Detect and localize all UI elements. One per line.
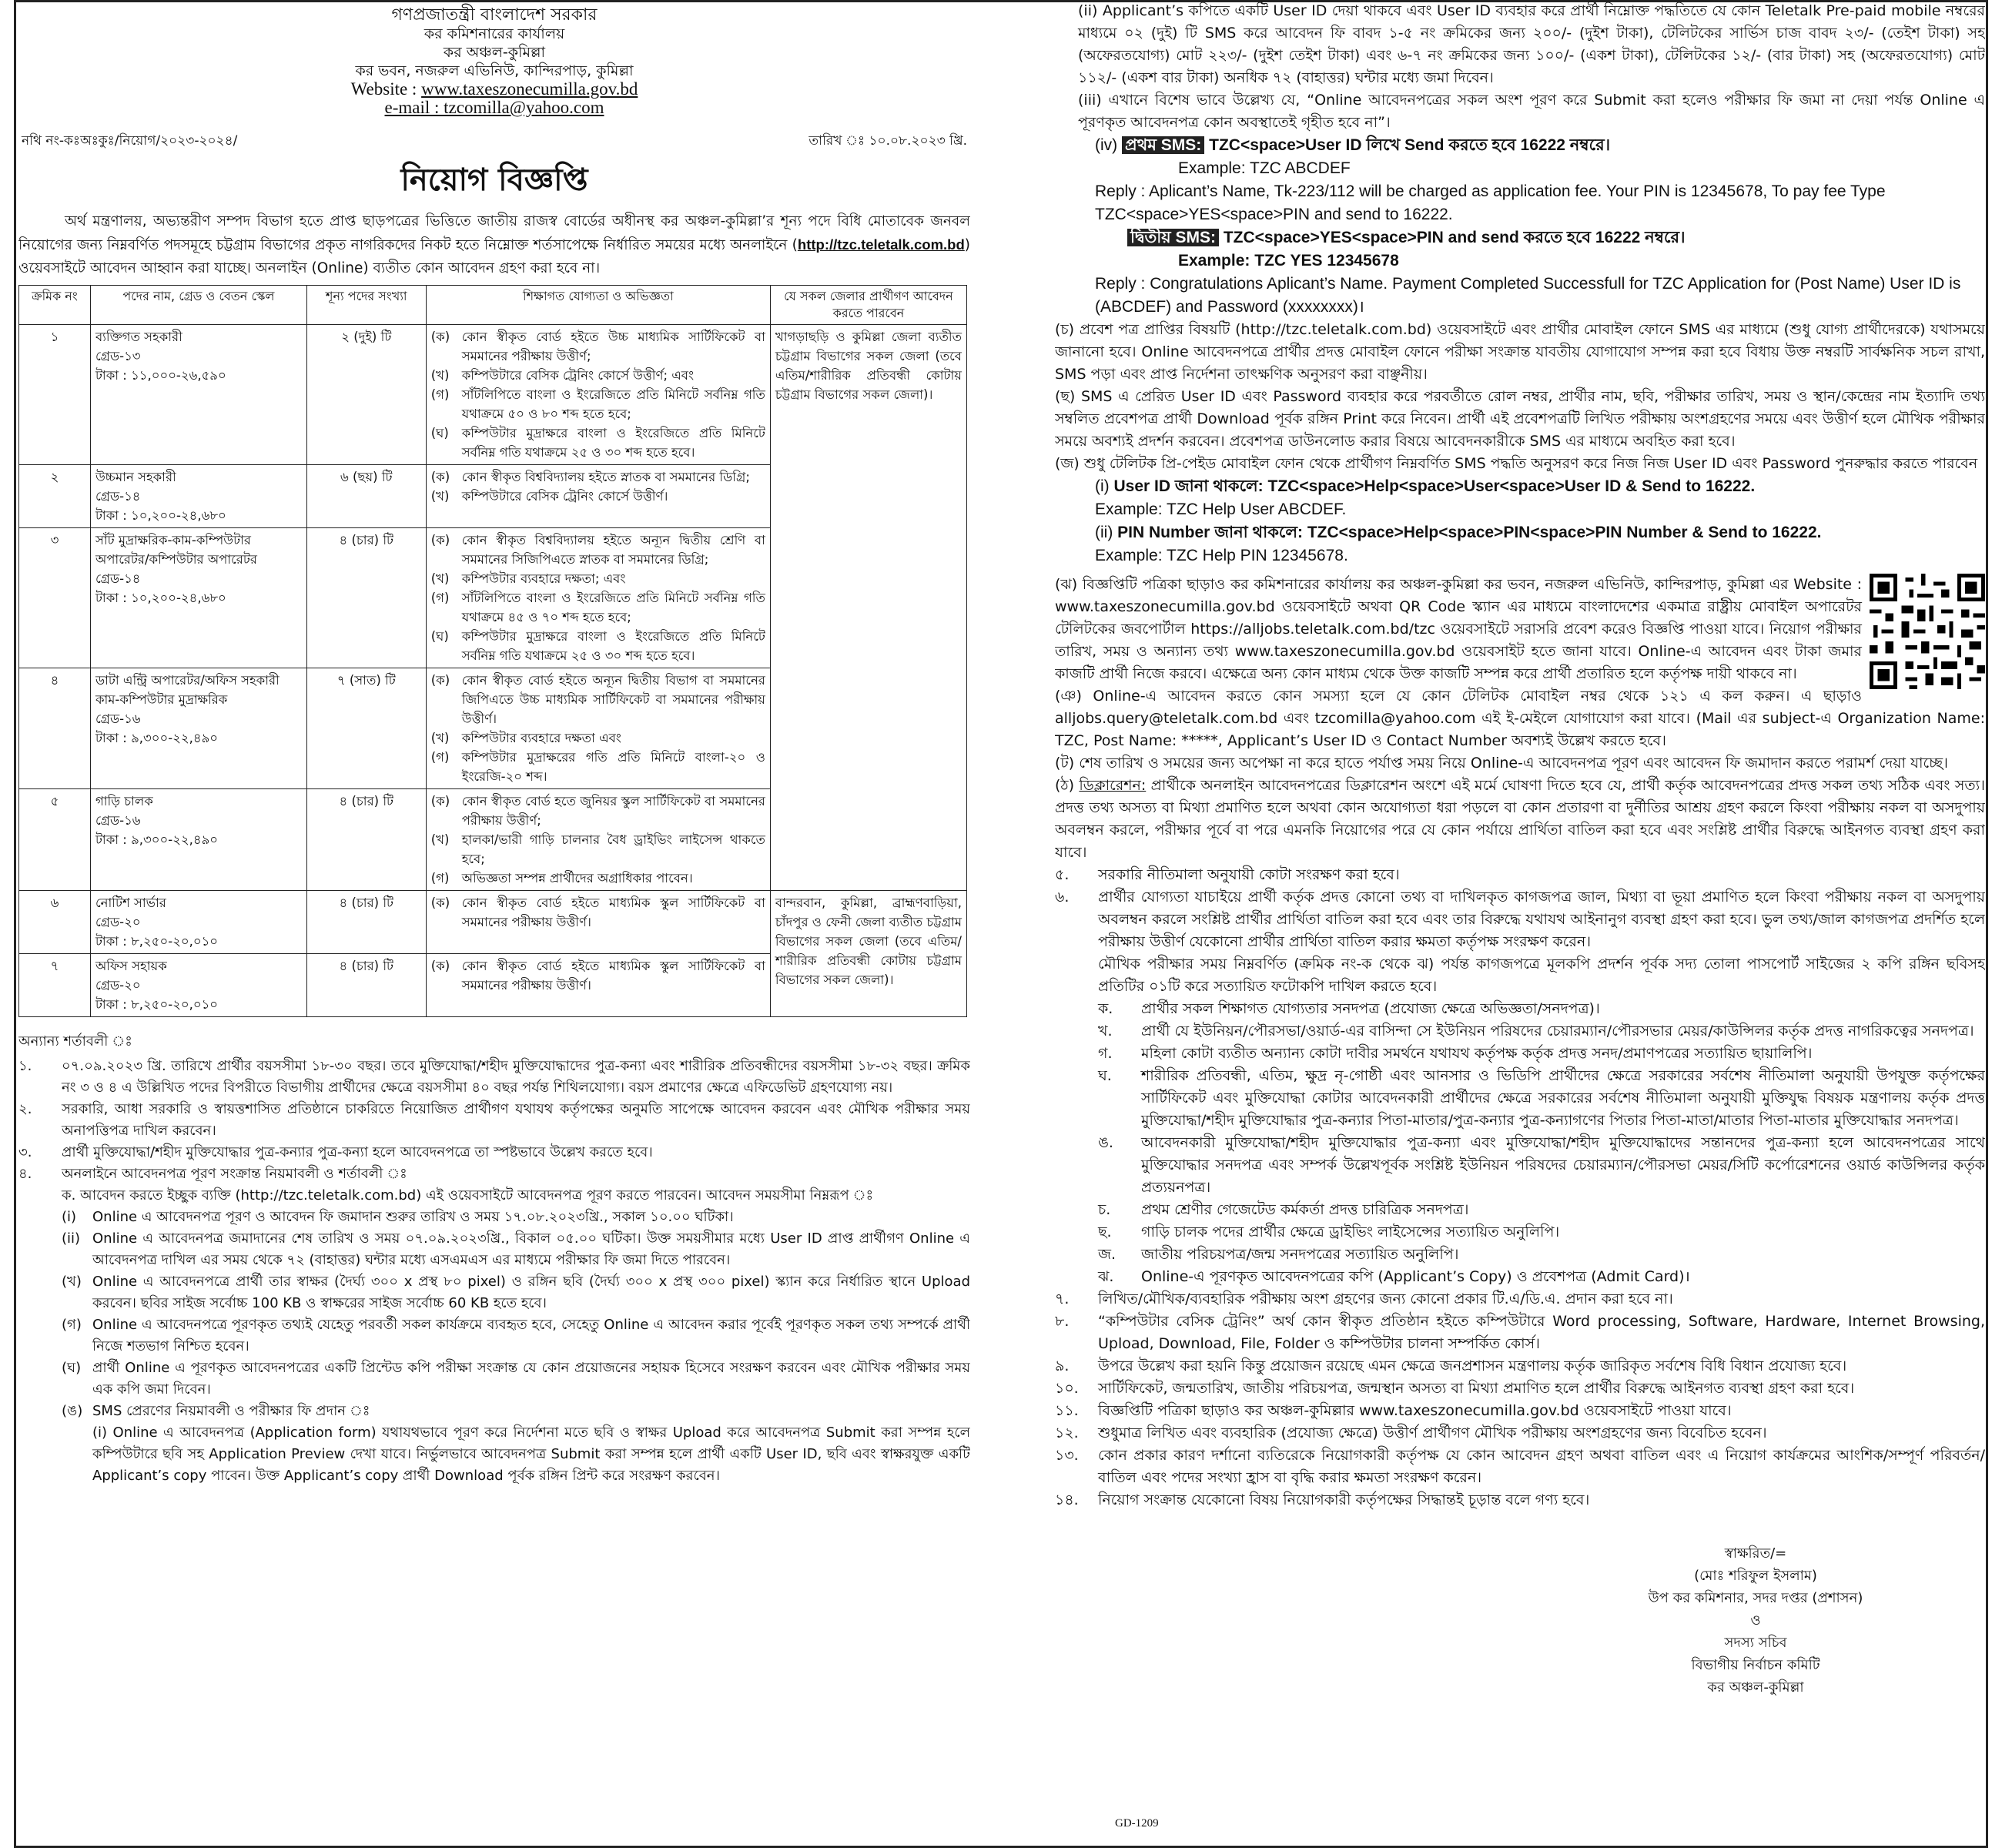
condition-4: ৪. অনলাইনে আবেদনপত্র পূরণ সংক্রান্ত নিয়মাবলী ও শর্তাবলী ঃ — [18, 1163, 970, 1185]
condition-2: ২. সরকারি, আধা সরকারি ও স্বায়ত্তশাসিত প্রতিষ্ঠানে চাকরিতে নিয়োজিত প্রার্থীগণ যথাযথ কর্তৃপক্ষের অনুমতি সাপেক্ষে আবেদন করবেন এবং মৌখিক পরীক্ষার সময় অনাপত্তিপত্র দাখিল করবেন। — [18, 1099, 970, 1142]
tail-text: নিয়োগ সংক্রান্ত যেকোনো বিষয় নিয়োগকারী কর্তৃপক্ষের সিদ্ধান্তই চূড়ান্ত বলে গণ্য হবে। — [1098, 1491, 1590, 1508]
qualification-cell — [426, 789, 770, 891]
post-name: উচ্চমান সহকারী — [95, 470, 176, 484]
signatory-name: (মোঃ শরিফুল ইসলাম) — [1694, 1568, 1817, 1584]
serial-cell: ৭ — [19, 954, 91, 1017]
qualification-text: কম্পিউটার মুদ্রাক্ষরের গতি প্রতি মিনিটে বাংলা-২০ ও ইংরেজি-২০ শব্দ। — [461, 750, 765, 784]
qualification-item — [431, 956, 765, 995]
post-cell — [90, 325, 306, 465]
qualification-key: (ক) — [430, 470, 450, 484]
condition-4-umo: (ঙ) SMS প্রেরণের নিয়মাবলী ও পরীক্ষার ফি প্রদান ঃ — [18, 1401, 970, 1422]
second-sms-reply: Reply : Congratulations Aplicant’s Name. Payment Completed Successfull for TZC Application for (Post Name) User ID is (ABCDEF) and Password (xxxxxxxx)। — [1095, 275, 1961, 316]
website-label: Website : — [350, 79, 422, 99]
document-key: ক. — [1098, 1000, 1113, 1017]
zone-name: কর অঞ্চল-কুমিল্লা — [443, 44, 546, 61]
qualification-cell — [426, 891, 770, 954]
qualification-item — [431, 569, 765, 588]
committee-name: বিভাগীয় নির্বাচন কমিটি — [1691, 1657, 1820, 1673]
table-row — [19, 325, 967, 465]
document-item — [1055, 1065, 1985, 1132]
post-cell — [90, 528, 306, 668]
post-cell — [90, 465, 306, 528]
qualification-key: (খ) — [430, 571, 450, 586]
para-jha-text: (ঝ) বিজ্ঞপ্তিটি পত্রিকা ছাড়াও কর কমিশনারের কার্যালয় কর অঞ্চল-কুমিল্লা কর ভবন, নজরুল এভিনিউ, কান্দিরপাড়, কুমিল্লা এর Website : www.taxeszonecumilla.gov.bd ওয়েবসাইটে অথবা QR Code স্ক্যান এর মাধ্যমে বাংলাদেশের একমাত্র রাষ্ট্রীয় মোবাইল অপারেটর টেলিটকের জবপোর্টাল https://alljobs.teletalk.com.bd/tzc ওয়েবসাইটে সরাসরি প্রবেশ করেও বিজ্ঞপ্তি পাওয়া যাবে। নিয়োগ পরীক্ষার তারিখ, সময় ও অন্যান্য তথ্য www.taxeszonecumilla.gov.bd ওয়েবসাইট হতে জানা যাবে। Online-এ আবেদন এবং টাকা জমার কাজটি প্রার্থী নিজে করবে। এক্ষেত্রে অন্য কোন মাধ্যম থেকে উক্ত কাজটি সম্পন্ন করে প্রার্থী প্রতারিত হলে কর্তৃপক্ষ দায়ী থাকবে না। — [1055, 576, 1862, 682]
document-text: প্রথম শ্রেণীর গেজেটেড কর্মকর্তা প্রদত্ত চারিত্রিক সনদপত্র। — [1141, 1201, 1469, 1218]
column-header: যে সকল জেলার প্রার্থীগণ আবেদন করতে পারবেন — [770, 286, 966, 325]
condition-4-gha: (ঘ) প্রার্থী Online এ পূরণকৃত আবেদনপত্রের একটি প্রিন্টেড কপি পরীক্ষা সংক্রান্ত যে কোন প্রয়োজনের সহায়ক হিসেবে সংরক্ষণ করবেন এবং মৌখিক পরীক্ষার সময় এক কপি জমা দিবেন। — [18, 1358, 970, 1401]
qualification-key: (ক) — [430, 794, 450, 808]
pay-scale: টাকা : ৮,২৫০-২০,০১০ — [95, 934, 219, 949]
serial-cell: ৫ — [19, 789, 91, 891]
sms-number: (iv) — [1095, 136, 1118, 154]
document-text: শারীরিক প্রতিবন্ধী, এতিম, ক্ষুদ্র নৃ-গোষ্ঠী এবং আনসার ও ভিডিপি প্রার্থীদের ক্ষেত্রে সরকারের সর্বশেষ নীতিমালা অনুযায়ী উপযুক্ত কর্তৃপক্ষের সার্টিফিকেট এবং মুক্তিযোদ্ধা কোটার আবেদনকারী প্রার্থীদের ক্ষেত্রে সরকারের সর্বশেষ নীতিমালা অনুযায়ী মুক্তিযুদ্ধ বিষয়ক মন্ত্রণালয় কর্তৃক প্রদত্ত মুক্তিযোদ্ধা/শহীদ মুক্তিযোদ্ধার পুত্র-কন্যার পিতা-মাতার/পুত্র-কন্যার পুত্র-কন্যাগণের পিতার পিতা-মাতা/মাতার পিতা-মাতার মুক্তিযোদ্ধার সনদপত্র। — [1141, 1067, 1985, 1129]
vacancy-count: ৭ (সাত) টি — [306, 668, 426, 789]
condition-4-ii: (ii) Online এ আবেদনপত্র জমাদানের শেষ তারিখ ও সময় ০৭.০৯.২০২৩খ্রি., বিকাল ০৫.০০ ঘটিকা। উক্ত সময়সীমার মধ্যে User ID প্রাপ্ত প্রার্থীগণ Online এ আবেদনপত্র দাখিল এর সময় থেকে ৭২ (বাহাত্তর) ঘন্টার মধ্যে এসএমএস এর মাধ্যমে পরীক্ষার ফি জমা দিতে পারবেন। — [18, 1228, 970, 1271]
tail-item — [1055, 1378, 1985, 1400]
tail-text: কোন প্রকার কারণ দর্শানো ব্যতিরেকে নিয়োগকারী কর্তৃপক্ষ যে কোন আবেদন গ্রহণ অথবা বাতিল এবং এ নিয়োগ কার্যক্রমের আংশিক/সম্পূর্ণ পরিবর্তন/বাতিল এবং পদের সংখ্যা হ্রাস বা বৃদ্ধি করার ক্ষমতা সংরক্ষণ করেন। — [1098, 1447, 1985, 1486]
condition-4-ga: (গ) Online এ আবেদনপত্রে পূরণকৃত তথ্যই যেহেতু পরবর্তী সকল কার্যক্রমে ব্যবহৃত হবে, সেহেতু Online এ আবেদন করার পূর্বেই পূরণকৃত সকল তথ্য সম্পর্কে প্রার্থী নিজে শতভাগ নিশ্চিত হবেন। — [18, 1314, 970, 1358]
condition-text: ০৭.০৯.২০২৩ খ্রি. তারিখে প্রার্থীর বয়সসীমা ১৮-৩০ বছর। তবে মুক্তিযোদ্ধা/শহীদ মুক্তিযোদ্ধাদের পুত্র-কন্যা এবং শারীরিক প্রতিবন্ধীদের বয়সসীমা ১৮-৩২ বছর। ক্রমিক নং ৩ ও ৪ এ উল্লিখিত পদের বিপরীতে বিভাগীয় প্রার্থীদের ক্ষেত্রে বয়সসীমা ৪০ বছর পর্যন্ত শিথিলযোগ্য। বয়স প্রমাণের ক্ষেত্রে এফিডেভিট গ্রহণযোগ্য নয়। — [62, 1058, 970, 1096]
condition-4-i: (i) Online এ আবেদনপত্র পূরণ ও আবেদন ফি জমাদান শুরুর তারিখ ও সময় ১৭.০৮.২০২৩খ্রি., সকাল ১০.০০ ঘটিকা। — [18, 1207, 970, 1228]
qualification-text: কম্পিউটার মুদ্রাক্ষরে বাংলা ও ইংরেজিতে প্রতি মিনিটে সর্বনিম্ন গতি যথাক্রমে ২৫ ও ৩০ শব্দ হতে হবে। — [461, 426, 765, 460]
tail-text: বিজ্ঞপ্তিটি পত্রিকা ছাড়াও কর অঞ্চল-কুমিল্লার www.taxeszonecumilla.gov.bd ওয়েবসাইটে পাওয়া যাবে। — [1098, 1402, 1732, 1419]
post-grade: গ্রেড-২০ — [95, 978, 141, 993]
table-row — [19, 891, 967, 954]
qualification-text: কোন স্বীকৃত বোর্ড হইতে মাধ্যমিক স্কুল সার্টিফিকেট বা সমমানের পরীক্ষায় উত্তীর্ণ। — [461, 959, 765, 993]
table-body — [19, 325, 967, 1017]
document-key: ঝ. — [1098, 1268, 1114, 1285]
post-name: ব্যক্তিগত সহকারী — [95, 330, 182, 344]
condition-text: ক. আবেদন করতে ইচ্ছুক ব্যক্তি (http://tzc.teletalk.com.bd) এই ওয়েবসাইটে আবেদনপত্র পূরণ করতে পারবেন। আবেদন সময়সীমা নিম্নরূপ ঃ — [62, 1187, 874, 1204]
tail-key: ৯. — [1055, 1358, 1070, 1374]
tail-item — [1055, 1311, 1985, 1355]
condition-text: প্রার্থী মুক্তিযোদ্ধা/শহীদ মুক্তিযোদ্ধার পুত্র-কন্যার পুত্র-কন্যা হলে আবেদনপত্রে তা স্পষ্টভাবে উল্লেখ করতে হবে। — [62, 1144, 653, 1160]
qualification-text: কোন স্বীকৃত বোর্ড হইতে উচ্চ মাধ্যমিক সার্টিফিকেট বা সমমানের পরীক্ষায় উত্তীর্ণ; — [461, 330, 765, 363]
declaration-label: ডিক্লারেশন: — [1079, 777, 1147, 794]
recover-label: PIN Number জানা থাকলে: — [1117, 524, 1303, 541]
qualification-text: অভিজ্ঞতা সম্পন্ন প্রার্থীদের অগ্রাধিকার পাবেন। — [461, 871, 693, 886]
para-tha: (ঠ) ডিক্লারেশন: প্রার্থীকে অনলাইন আবেদনপত্রের ডিক্লারেশন অংশে এই মর্মে ঘোষণা দিতে হবে যে, প্রার্থী কর্তৃক আবেদনপত্রের প্রদত্ত সকল তথ্য সঠিক এবং সত্য। প্রদত্ত তথ্য অসত্য বা মিথ্যা প্রমাণিত হলে অথবা কোন অযোগ্যতা ধরা পড়লে বা কোন প্রতারণা বা দুর্নীতির আশ্রয় গ্রহণ করলে কিংবা পরীক্ষায় নকল বা অসদুপায় অবলম্বন করলে, পরীক্ষার পূর্বে বা পরে এমনকি নিয়োগের পরে যে কোন পর্যায়ে প্রার্থিতা বাতিল করা হবে এবং সংশ্লিষ্ট প্রার্থীর বিরুদ্ধে আইনগত ব্যবস্থা গ্রহণ করা যাবে। — [1055, 777, 1985, 861]
serial-cell: ১ — [19, 325, 91, 465]
post-cell — [90, 789, 306, 891]
first-sms-label: প্রথম SMS: — [1122, 136, 1204, 154]
first-sms-example: Example: TZC ABCDEF — [1178, 159, 1351, 177]
post-grade: গ্রেড-১৬ — [95, 711, 141, 726]
qualification-key: (গ) — [430, 591, 450, 605]
qualification-item — [431, 748, 765, 786]
sms-number: (ii) — [1095, 524, 1113, 541]
para-ta: (ট) শেষ তারিখ ও সময়ের জন্য অপেক্ষা না করে হাতে পর্যাপ্ত সময় নিয়ে Online-এ আবেদনপত্র পূরণ এবং আবেদন ফি জমাদান করতে পরামর্শ দেয়া যাচ্ছে। — [1055, 755, 1948, 772]
document-item — [1055, 1221, 1985, 1244]
document-code: GD-1209 — [1115, 1817, 1159, 1830]
intro-text: অর্থ মন্ত্রণালয়, অভ্যন্তরীণ সম্পদ বিভাগ হতে প্রাপ্ত ছাড়পত্রের ভিত্তিতে জাতীয় রাজস্ব বোর্ডের অধীনস্থ কর অঞ্চল-কুমিল্লা’র শূন্য পদে বিধি মোতাবেক জনবল নিয়োগের জন্য নিম্নবর্ণিত পদসমূহে চট্টগ্রাম বিভাগের প্রকৃত নাগরিকদের নিকট হতে নিম্নোক্ত শর্তসাপেক্ষে নির্ধারিত সময়ের মধ্যে অনলাইনে ( — [18, 213, 970, 253]
item-6-note — [1055, 953, 1985, 998]
item-text: মৌখিক পরীক্ষার সময় নিম্নবর্ণিত (ক্রমিক নং-ক থেকে ঝ) পর্যন্ত কাগজপত্রে মূলকপি প্রদর্শন পূর্বক সদ্য তোলা পাসপোর্ট সাইজের ২ কপি রঙ্গিন ছবিসহ প্রতিটির ০১টি করে সত্যায়িত ফটোকপি দাখিল করতে হবে। — [1098, 956, 1985, 995]
pay-scale: টাকা : ১০,২০০-২৪,৬৮০ — [95, 508, 226, 523]
document-text: মহিলা কোটা ব্যতীত অন্যান্য কোটা দাবীর সমর্থনে যথাযথ কর্তৃপক্ষ কর্তৃক প্রদত্ত সনদ/প্রমাণপত্রের সত্যায়িত ছায়ালিপি। — [1141, 1045, 1813, 1062]
qr-code-icon[interactable] — [1870, 574, 1985, 689]
qualification-key: (খ) — [430, 368, 450, 383]
tail-text: সার্টিফিকেট, জন্মতারিখ, জাতীয় পরিচয়পত্র, জন্মস্থান অসত্য বা মিথ্যা প্রমাণিত হলে প্রার্থীর বিরুদ্ধে আইনগত ব্যবস্থা গ্রহণ করা হবে। — [1098, 1380, 1855, 1397]
district-cell: বান্দরবান, কুমিল্লা, ব্রাহ্মণবাড়িয়া, চাঁদপুর ও ফেনী জেলা ব্যতীত চট্টগ্রাম বিভাগের সকল জেলা (তবে এতিম/শারীরিক প্রতিবন্ধী কোটায় চট্টগ্রাম বিভাগের সকল জেলা)। — [770, 891, 966, 1017]
second-sms-label: দ্বিতীয় SMS: — [1127, 229, 1219, 246]
document-text: Online-এ পূরণকৃত আবেদনপত্রের কপি (Applicant’s Copy) ও প্রবেশপত্র (Admit Card)। — [1141, 1268, 1690, 1285]
qualification-key: (ক) — [430, 673, 450, 688]
condition-text: প্রার্থী Online এ পূরণকৃত আবেদনপত্রের একটি প্রিন্টেড কপি পরীক্ষা সংক্রান্ত যে কোন প্রয়োজনের সহায়ক হিসেবে সংরক্ষণ করবেন এবং মৌখিক পরীক্ষার সময় এক কপি জমা দিবেন। — [92, 1360, 970, 1398]
second-sms — [1055, 226, 1985, 249]
website-line — [18, 80, 970, 99]
qualification-key: (ক) — [430, 330, 450, 344]
document-key: ছ. — [1098, 1224, 1112, 1240]
tail-key: ৮. — [1055, 1313, 1070, 1330]
second-sms-example — [1055, 249, 1985, 273]
condition-1: ১. ০৭.০৯.২০২৩ খ্রি. তারিখে প্রার্থীর বয়সসীমা ১৮-৩০ বছর। তবে মুক্তিযোদ্ধা/শহীদ মুক্তিযোদ্ধাদের পুত্র-কন্যা এবং শারীরিক প্রতিবন্ধীদের বয়সসীমা ১৮-৩২ বছর। ক্রমিক নং ৩ ও ৪ এ উল্লিখিত পদের বিপরীতে বিভাগীয় প্রার্থীদের ক্ষেত্রে বয়সসীমা ৪০ বছর পর্যন্ত শিথিলযোগ্য। বয়স প্রমাণের ক্ষেত্রে এফিডেভিট গ্রহণযোগ্য নয়। — [18, 1056, 970, 1099]
qualification-item — [431, 588, 765, 627]
qualification-item — [431, 385, 765, 424]
qualification-text: কম্পিউটারে বেসিক ট্রেনিং কোর্সে উত্তীর্ণ। — [461, 489, 668, 504]
qualification-cell — [426, 325, 770, 465]
qualification-text: সাঁটলিপিতে বাংলা ও ইংরেজিতে প্রতি মিনিটে সর্বনিম্ন গতি যথাক্রমে ৪৫ ও ৭০ শব্দ হতে হবে; — [461, 591, 765, 624]
qualification-text: কম্পিউটার মুদ্রাক্ষরে বাংলা ও ইংরেজিতে প্রতি মিনিটে সর্বনিম্ন গতি যথাক্রমে ২৫ ও ৩০ শব্দ হতে হবে। — [461, 629, 765, 663]
qualification-item — [431, 671, 765, 728]
post-cell — [90, 891, 306, 954]
qualification-cell — [426, 465, 770, 528]
pay-scale: টাকা : ৯,৩০০-২২,৪৯০ — [95, 832, 219, 847]
vacancy-count: ৪ (চার) টি — [306, 789, 426, 891]
sms-number: (i) — [1095, 477, 1110, 495]
condition-4-umo-i — [18, 1422, 970, 1487]
signatory-role: সদস্য সচিব — [1724, 1635, 1787, 1651]
qualification-text: হালকা/ভারী গাড়ি চালনার বৈধ ড্রাইভিং লাইসেন্স থাকতে হবে; — [461, 832, 765, 866]
item-5: ৫. সরকারি নীতিমালা অনুযায়ী কোটা সংরক্ষণ করা হবে। — [1055, 864, 1985, 886]
tail-key: ১১. — [1055, 1402, 1079, 1419]
date: তারিখ ঃ ১০.০৮.২০২৩ খ্রি. — [808, 133, 967, 149]
first-sms — [1055, 134, 1985, 157]
tail-item — [1055, 1355, 1985, 1378]
qualification-item — [431, 830, 765, 869]
apply-link[interactable]: http://tzc.teletalk.com.bd — [797, 236, 965, 253]
condition-text: Online এ আবেদনপত্রে প্রার্থী তার স্বাক্ষর (দৈর্ঘ্য ৩০০ x প্রস্থ ৮০ pixel) ও রঙ্গিন ছবি (দৈর্ঘ্য ৩০০ x প্রস্থ ৩০০ pixel) স্ক্যান করে নির্ধারিত স্থানে Upload করবেন। ছবির সাইজ সর্বোচ্চ 100 KB ও স্বাক্ষরের সাইজ সর্বোচ্চ 60 KB হতে হবে। — [92, 1274, 970, 1311]
post-name: ডাটা এন্ট্রি অপারেটর/অফিস সহকারী কাম-কম্পিউটার মুদ্রাক্ষরিক — [95, 673, 280, 707]
right-column — [1055, 0, 1985, 1845]
qualification-item — [431, 531, 765, 569]
document-text: জাতীয় পরিচয়পত্র/জন্ম সনদপত্রের সত্যায়িত অনুলিপি। — [1141, 1246, 1459, 1263]
post-name: গাড়ি চালক — [95, 794, 153, 808]
document-key: জ. — [1098, 1246, 1116, 1263]
document-item — [1055, 1244, 1985, 1266]
column-header: শিক্ষাগত যোগ্যতা ও অভিজ্ঞতা — [426, 286, 770, 325]
tail-item — [1055, 1489, 1985, 1512]
condition-text: Online এ আবেদনপত্র পূরণ ও আবেদন ফি জমাদান শুরুর তারিখ ও সময় ১৭.০৮.২০২৩খ্রি., সকাল ১০.০০ ঘটিকা। — [92, 1209, 734, 1225]
recover-label: User ID জানা থাকলে: — [1113, 477, 1264, 495]
vacancy-count: ৬ (ছয়) টি — [306, 465, 426, 528]
example-text: Example: TZC YES 12345678 — [1178, 252, 1399, 270]
condition-4-ka — [18, 1185, 970, 1207]
ref-row — [18, 131, 970, 152]
column-header: শূন্য পদের সংখ্যা — [306, 286, 426, 325]
declaration-text: প্রার্থীকে অনলাইন আবেদনপত্রের ডিক্লারেশন অংশে এই মর্মে ঘোষণা দিতে হবে যে, প্রার্থী কর্তৃক আবেদনপত্রের প্রদত্ত সকল তথ্য সঠিক এবং সত্য। প্রদত্ত তথ্য অসত্য বা মিথ্যা প্রমাণিত হলে অথবা কোন অযোগ্যতা ধরা পড়লে বা কোন প্রতারণা বা দুর্নীতির আশ্রয় গ্রহণ করলে কিংবা পরীক্ষায় নকল বা অসদুপায় অবলম্বন করলে, পরীক্ষার পূর্বে বা পরে এমনকি নিয়োগের পরে যে কোন পর্যায়ে প্রার্থিতা বাতিল করা হবে এবং সংশ্লিষ্ট প্রার্থীর বিরুদ্ধে আইনগত ব্যবস্থা গ্রহণ করা যাবে। — [1055, 777, 1985, 861]
serial-cell: ৩ — [19, 528, 91, 668]
tail-text: লিখিত/মৌখিক/ব্যবহারিক পরীক্ষায় অংশ গ্রহণের জন্য কোনো প্রকার টি.এ/ডি.এ. প্রদান করা হবে না। — [1098, 1291, 1673, 1307]
table-header — [19, 286, 967, 325]
sms-ii: (ii) Applicant’s কপিতে একটি User ID দেয়া থাকবে এবং User ID ব্যবহার করে প্রার্থী নিম্নোক্ত পদ্ধতিতে যে কোন Teletalk Pre-paid mobile নম্বরের মাধ্যমে ০২ (দুই) টি SMS করে আবেদন ফি বাবদ ১-৫ নং ক্রমিকের জন্য ২০০/- (দুইশ টাকা), টেলিটকের সার্ভিস চাজ বাবদ ২৩/- (তেইশ টাকা) সহ (অফেরতযোগ্য) মোট ২২৩/- (দুইশ তেইশ টাকা) এবং ৬-৭ নং ক্রমিকের জন্য ১০০/- (একশ টাকা), টেলিটকের ১২/- (বার টাকা) সহ (অফেরতযোগ্য) মোট ১১২/- (একশ বার টাকা) অনধিক ৭২ (বাহাত্তর) ঘন্টার মধ্যে জমা দিবেন। — [1078, 2, 1985, 86]
condition-text: Online এ আবেদনপত্র জমাদানের শেষ তারিখ ও সময় ০৭.০৯.২০২৩খ্রি., বিকাল ০৫.০০ ঘটিকা। উক্ত সময়সীমার মধ্যে User ID প্রাপ্ত প্রার্থীগণ Online এ আবেদনপত্র দাখিল এর সময় থেকে ৭২ (বাহাত্তর) ঘন্টার মধ্যে এসএমএস এর মাধ্যমে পরীক্ষার ফি জমা দিতে পারবেন। — [92, 1230, 970, 1268]
post-grade: গ্রেড-১৪ — [95, 571, 141, 586]
qualification-key: (গ) — [430, 750, 450, 765]
qualification-cell — [426, 528, 770, 668]
column-header: পদের নাম, গ্রেড ও বেতন স্কেল — [90, 286, 306, 325]
document-item — [1055, 1043, 1985, 1065]
document-key: চ. — [1098, 1201, 1111, 1218]
qualification-key: (ক) — [430, 533, 450, 547]
district-cell: খাগড়াছড়ি ও কুমিল্লা জেলা ব্যতীত চট্টগ্রাম বিভাগের সকল জেলা (তবে এতিম/শারীরিক প্রতিবন্ধী কোটায় চট্টগ্রাম বিভাগের সকল জেলা)। — [770, 325, 966, 891]
qualification-cell — [426, 954, 770, 1017]
serial-cell: ২ — [19, 465, 91, 528]
recover-pin — [1055, 521, 1985, 544]
qualification-item — [431, 424, 765, 462]
document-text: প্রার্থী যে ইউনিয়ন/পৌরসভা/ওয়ার্ড-এর বাসিন্দা সে ইউনিয়ন পরিষদের চেয়ারম্যান/পৌরসভার মেয়র/কাউন্সিলর কর্তৃক প্রদত্ত নাগরিকত্বের সনদপত্র। — [1141, 1023, 1974, 1040]
signatory-designation: উপ কর কমিশনার, সদর দপ্তর (প্রশাসন) — [1648, 1590, 1863, 1606]
first-sms-format: TZC<space>User ID লিখে Send করতে হবে 16222 নম্বরে। — [1209, 136, 1611, 154]
qualification-text: কম্পিউটার ব্যবহারে দক্ষতা; এবং — [461, 571, 626, 586]
document-item — [1055, 1132, 1985, 1199]
vacancy-count: ৪ (চার) টি — [306, 891, 426, 954]
signed-mark: স্বাক্ষরিত/= — [1724, 1545, 1787, 1562]
second-sms-format: TZC<space>YES<space>PIN and send করতে হবে 16222 নম্বরে। — [1223, 229, 1686, 246]
recover-format: TZC<space>Help<space>User<space>User ID & Send to 16222. — [1267, 477, 1756, 495]
qualification-key: (ঘ) — [430, 629, 449, 644]
website-link[interactable]: www.taxeszonecumilla.gov.bd — [421, 79, 638, 99]
qualification-item — [431, 627, 765, 665]
condition-text: (i) Online এ আবেদনপত্র (Application form) যথাযথভাবে পূরণ করে নির্দেশনা মতে ছবি ও স্বাক্ষর Upload করে আবেদনপত্র Submit করা সম্পন্ন হলে কম্পিউটারে ছবি সহ Application Preview দেখা যাবে। নির্ভুলভাবে আবেদনপত্র Submit করা সম্পন্ন হলে প্রার্থী একটি User ID, ছবি এবং স্বাক্ষরযুক্ত একটি Applicant’s copy পাবেন। উক্ত Applicant’s copy প্রার্থী Download পূর্বক রঙ্গিন প্রিন্ট করে সংরক্ষণ করবেন। — [92, 1424, 970, 1484]
tail-key: ১২. — [1055, 1424, 1079, 1441]
condition-text: সরকারি, আধা সরকারি ও স্বায়ত্তশাসিত প্রতিষ্ঠানে চাকরিতে নিয়োজিত প্রার্থীগণ যথাযথ কর্তৃপক্ষের অনুমতি সাপেক্ষে আবেদন করবেন এবং মৌখিক পরীক্ষার সময় অনাপত্তিপত্র দাখিল করবেন। — [62, 1101, 970, 1139]
recover-pin-example: Example: TZC Help PIN 12345678. — [1095, 547, 1348, 564]
tail-key: ৭. — [1055, 1291, 1070, 1307]
tail-key: ১৩. — [1055, 1447, 1079, 1464]
para-cha: (চ) প্রবেশ পত্র প্রাপ্তির বিষয়টি (http://tzc.teletalk.com.bd) ওয়েবসাইটে এবং প্রার্থীর মোবাইল ফোনে SMS এর মাধ্যমে (শুধু যোগ্য প্রার্থীদেরকে) যথাসময়ে জানানো হবে। Online আবেদনপত্রে প্রার্থীর প্রদত্ত মোবাইল ফোনে পরীক্ষা সংক্রান্ত যাবতীয় যোগাযোগ সম্পন্ন করা হবে বিধায় উক্ত নম্বরটি সার্বক্ষনিক সচল রাখা, SMS পড়া এবং প্রাপ্ত নির্দেশনা তাৎক্ষণিক অনুসরণ করা বাঞ্ছনীয়। — [1055, 321, 1985, 383]
para-ja: (জ) শুধু টেলিটক প্রি-পেইড মোবাইল ফোন থেকে প্রার্থীগণ নিম্নবর্ণিত SMS পদ্ধতি অনুসরণ করে নিজ নিজ User ID এবং Password পুনরুদ্ধার করতে পারবেন — [1055, 455, 1978, 472]
column-header: ক্রমিক নং — [19, 286, 91, 325]
tail-item — [1055, 1400, 1985, 1422]
document-item — [1055, 1199, 1985, 1221]
email-line[interactable] — [18, 99, 970, 117]
email-link[interactable]: e-mail : tzcomilla@yahoo.com — [384, 98, 604, 117]
document-key: ঘ. — [1098, 1067, 1112, 1084]
qualification-item — [431, 366, 765, 385]
pay-scale: টাকা : ৯,৩০০-২২,৪৯০ — [95, 731, 219, 745]
qualification-item — [431, 792, 765, 830]
pay-scale: টাকা : ১১,০০০-২৬,৫৯০ — [95, 368, 226, 383]
item-text: প্রার্থীর যোগ্যতা যাচাইয়ে প্রার্থী কর্তৃক প্রদত্ত কোনো তথ্য বা দাখিলকৃত কাগজপত্র জাল, মিথ্যা বা ভূয়া প্রমাণিত হলে কিংবা পরীক্ষায় নকল বা অসদুপায় অবলম্বন করলে সংশ্লিষ্ট প্রার্থীর প্রার্থিতা বাতিল করা হবে এবং তার বিরুদ্ধে যথাযথ আইনানুগ ব্যবস্থা গ্রহণ করা হবে। ভুল তথ্য/জাল কাগজপত্র প্রদর্শিত হলে পরীক্ষায় উত্তীর্ণ যেকোনো প্রার্থীর প্রার্থিতা বাতিল করার ক্ষমতা কর্তৃপক্ষ সংরক্ষণ করেন। — [1098, 889, 1985, 950]
other-conditions — [18, 1031, 970, 1487]
tail-text: উপরে উল্লেখ করা হয়নি কিন্তু প্রয়োজন রয়েছে এমন ক্ষেত্রে জনপ্রশাসন মন্ত্রণালয় কর্তৃক জারিকৃত সর্বশেষ বিধি বিধান প্রযোজ্য হবে। — [1098, 1358, 1847, 1374]
document-text: গাড়ি চালক পদের প্রার্থীর ক্ষেত্রে ড্রাইভিং লাইসেন্সের সত্যায়িত অনুলিপি। — [1141, 1224, 1560, 1240]
document-key: গ. — [1098, 1045, 1113, 1062]
notice-title: নিয়োগ বিজ্ঞপ্তি — [400, 162, 588, 198]
qualification-item — [431, 728, 765, 748]
qualification-text: কোন স্বীকৃত বোর্ড হইতে অন্যূন দ্বিতীয় বিভাগ বা সমমানের জিপিএতে উচ্চ মাধ্যমিক সার্টিফিকেট বা সমমানের পরীক্ষায় উত্তীর্ণ। — [461, 673, 765, 726]
document-key: খ. — [1098, 1023, 1113, 1040]
document-item — [1055, 1020, 1985, 1043]
document-item — [1055, 1266, 1985, 1288]
condition-4-kha: (খ) Online এ আবেদনপত্রে প্রার্থী তার স্বাক্ষর (দৈর্ঘ্য ৩০০ x প্রস্থ ৮০ pixel) ও রঙ্গিন ছবি (দৈর্ঘ্য ৩০০ x প্রস্থ ৩০০ pixel) স্ক্যান করে নির্ধারিত স্থানে Upload করবেন। ছবির সাইজ সর্বোচ্চ 100 KB ও স্বাক্ষরের সাইজ সর্বোচ্চ 60 KB হতে হবে। — [18, 1271, 970, 1314]
qualification-item — [431, 869, 765, 888]
post-grade: গ্রেড-১৪ — [95, 489, 141, 504]
item-text: সরকারি নীতিমালা অনুযায়ী কোটা সংরক্ষণ করা হবে। — [1098, 866, 1400, 883]
vacancy-count: ২ (দুই) টি — [306, 325, 426, 465]
qualification-key: (গ) — [430, 387, 450, 402]
qualification-text: কোন স্বীকৃত বোর্ড হতে জুনিয়র স্কুল সার্টিফিকেট বা সমমানের পরীক্ষায় উত্তীর্ণ; — [461, 794, 765, 828]
letterhead — [18, 6, 970, 117]
document-text: আবেদনকারী মুক্তিযোদ্ধা/শহীদ মুক্তিযোদ্ধার পুত্র-কন্যা এবং মুক্তিযোদ্ধা/শহীদ মুক্তিযোদ্ধাদের সন্তানদের পুত্র-কন্যা হলে আবেদনপত্রের সাথে মুক্তিযোদ্ধার সনদপত্র এবং সম্পর্ক উল্লেখপূর্বক সংশ্লিষ্ট ইউনিয়ন পরিষদের চেয়ারম্যান/পৌরসভা মেয়র/সিটি কর্পোরেশনের ওয়ার্ড কাউন্সিলর কর্তৃক প্রত্যয়নপত্র। — [1141, 1134, 1985, 1196]
signatory-and: ও — [1750, 1612, 1761, 1629]
qualification-key: (গ) — [430, 871, 450, 886]
conditions-heading: অন্যান্য শর্তাবলী ঃ — [18, 1033, 132, 1050]
qualification-key: (খ) — [430, 832, 450, 847]
condition-3: ৩. প্রার্থী মুক্তিযোদ্ধা/শহীদ মুক্তিযোদ্ধার পুত্র-কন্যার পুত্র-কন্যা হলে আবেদনপত্রে তা স্পষ্টভাবে উল্লেখ করতে হবে। — [18, 1142, 970, 1163]
pay-scale: টাকা : ১০,২০০-২৪,৬৮০ — [95, 591, 226, 605]
tail-item — [1055, 1422, 1985, 1445]
document-key: ঙ. — [1098, 1134, 1113, 1151]
intro-text-end: ) ওয়েবসাইটে আবেদন আহ্বান করা যাচ্ছে। অনলাইন (Online) ব্যতীত কোন আবেদন গ্রহণ করা হবে না। — [18, 237, 970, 276]
tail-list — [1055, 1288, 1985, 1512]
qualification-text: কোন স্বীকৃত বিশ্ববিদ্যালয় হইতে স্নাতক বা সমমানের ডিগ্রি; — [461, 470, 750, 484]
serial-cell: ৪ — [19, 668, 91, 789]
first-sms-reply: Reply : Aplicant’s Name, Tk-223/112 will be charged as application fee. Your PIN is 12345678, To pay fee Type TZC<space>YES<space>PIN and send to 16222. — [1095, 182, 1886, 223]
qualification-text: কম্পিউটারে বেসিক ট্রেনিং কোর্সে উত্তীর্ণ; এবং — [461, 368, 695, 383]
post-cell — [90, 668, 306, 789]
condition-text: SMS প্রেরণের নিয়মাবলী ও পরীক্ষার ফি প্রদান ঃ — [92, 1403, 370, 1419]
tail-item — [1055, 1288, 1985, 1311]
condition-text: অনলাইনে আবেদনপত্র পূরণ সংক্রান্ত নিয়মাবলী ও শর্তাবলী ঃ — [62, 1166, 407, 1182]
tail-key: ১০. — [1055, 1380, 1079, 1397]
vacancy-count: ৪ (চার) টি — [306, 528, 426, 668]
qualification-item — [431, 487, 765, 506]
post-grade: গ্রেড-১৩ — [95, 349, 141, 363]
qualification-text: কোন স্বীকৃত বোর্ড হইতে মাধ্যমিক স্কুল সার্টিফিকেট বা সমমানের পরীক্ষায় উত্তীর্ণ। — [461, 896, 765, 929]
document-list — [1055, 998, 1985, 1288]
post-cell — [90, 954, 306, 1017]
qualification-key: (ক) — [430, 959, 450, 973]
qualification-key: (খ) — [430, 731, 450, 745]
post-name: সাঁট মুদ্রাক্ষরিক-কাম-কম্পিউটার অপারেটর/কম্পিউটার অপারেটর — [95, 533, 257, 567]
gov-name: গণপ্রজাতন্ত্রী বাংলাদেশ সরকার — [391, 5, 598, 25]
qualification-item — [431, 467, 765, 487]
file-number: নথি নং-কঃঅঃকুঃ/নিয়োগ/২০২৩-২০২৪/ — [22, 133, 238, 149]
tail-item — [1055, 1445, 1985, 1489]
post-name: অফিস সহায়ক — [95, 959, 167, 973]
qualification-cell — [426, 668, 770, 789]
sms-iii: (iii) এখানে বিশেষ ভাবে উল্লেখ্য যে, “Online আবেদনপত্রের সকল অংশ পূরণ করে Submit করা হলেও পরীক্ষার ফি জমা না দেয়া পর্যন্ত Online এ পূরণকৃত আবেদনপত্র কোন অবস্থাতেই গৃহীত হবে না”। — [1078, 92, 1985, 131]
recover-format: TZC<space>Help<space>PIN<space>PIN Number & Send to 16222. — [1307, 524, 1822, 541]
para-jha — [1055, 574, 1985, 685]
intro-paragraph — [18, 210, 970, 280]
post-name: নোটিশ সার্ভার — [95, 896, 166, 910]
office-name: কর কমিশনারের কার্যালয় — [424, 25, 565, 42]
vacancy-count: ৪ (চার) টি — [306, 954, 426, 1017]
post-grade: গ্রেড-২০ — [95, 915, 141, 929]
condition-text: Online এ আবেদনপত্রে পূরণকৃত তথ্যই যেহেতু পরবর্তী সকল কার্যক্রমে ব্যবহৃত হবে, সেহেতু Online এ আবেদন করার পূর্বেই পূরণকৃত সকল তথ্য সম্পর্কে প্রার্থী নিজে শতভাগ নিশ্চিত হবেন। — [92, 1317, 970, 1354]
signature-block — [1540, 1542, 1971, 1699]
qualification-key: (ক) — [430, 896, 450, 910]
recover-user-id-example: Example: TZC Help User ABCDEF. — [1095, 500, 1347, 518]
document-text: প্রার্থীর সকল শিক্ষাগত যোগ্যতার সনদপত্র (প্রযোজ্য ক্ষেত্রে অভিজ্ঞতা/সনদপত্র)। — [1141, 1000, 1600, 1017]
pay-scale: টাকা : ৮,২৫০-২০,০১০ — [95, 997, 219, 1012]
tail-text: শুধুমাত্র লিখিত এবং ব্যবহারিক (প্রযোজ্য ক্ষেত্রে) উত্তীর্ণ প্রার্থীগণ মৌখিক পরীক্ষায় অংশগ্রহণের জন্য বিবেচিত হবেন। — [1098, 1424, 1767, 1441]
item-6: ৬. প্রার্থীর যোগ্যতা যাচাইয়ে প্রার্থী কর্তৃক প্রদত্ত কোনো তথ্য বা দাখিলকৃত কাগজপত্র জাল, মিথ্যা বা ভূয়া প্রমাণিত হলে কিংবা পরীক্ষায় নকল বা অসদুপায় অবলম্বন করলে সংশ্লিষ্ট প্রার্থীর প্রার্থিতা বাতিল করা হবে এবং তার বিরুদ্ধে যথাযথ আইনানুগ ব্যবস্থা গ্রহণ করা হবে। ভুল তথ্য/জাল কাগজপত্র প্রদর্শিত হলে পরীক্ষায় উত্তীর্ণ যেকোনো প্রার্থীর প্রার্থিতা বাতিল করার ক্ষমতা কর্তৃপক্ষ সংরক্ষণ করেন। — [1055, 886, 1985, 953]
qualification-item — [431, 893, 765, 932]
qualification-text: কম্পিউটার ব্যবহারে দক্ষতা এবং — [461, 731, 621, 745]
committee-office: কর অঞ্চল-কুমিল্লা — [1707, 1679, 1804, 1696]
qualification-text: সাঁটলিপিতে বাংলা ও ইংরেজিতে প্রতি মিনিটে সর্বনিম্ন গতি যথাক্রমে ৫০ ও ৮০ শব্দ হতে হবে; — [461, 387, 765, 421]
vacancy-table — [18, 285, 967, 1017]
qualification-key: (খ) — [430, 489, 450, 504]
recover-user-id — [1055, 475, 1985, 498]
tail-text: “কম্পিউটার বেসিক ট্রেনিং” অর্থ কোন স্বীকৃত প্রতিষ্ঠান হইতে কম্পিউটারে Word processing, Software, Hardware, Internet Browsing, Upload, Download, File, Folder ও কম্পিউটার চালনা সম্পর্কিত কোর্স। — [1098, 1313, 1985, 1352]
qualification-item — [431, 327, 765, 366]
para-chha: (ছ) SMS এ প্রেরিত User ID এবং Password ব্যবহার করে পরবর্তীতে রোল নম্বর, প্রার্থীর নাম, ছবি, পরীক্ষার তারিখ, সময় ও স্থান/কেন্দ্রের নাম ইত্যাদি তথ্য সম্বলিত প্রবেশপত্র প্রার্থী Download পূর্বক রঙ্গিন Print করে নিবেন। প্রার্থী এই প্রবেশপত্রটি লিখিত পরীক্ষায় অংশগ্রহণের সময়ে এবং উত্তীর্ণ হলে মৌখিক পরীক্ষার সময়ে অবশ্যই প্রদর্শন করবেন। প্রবেশপত্র ডাউনলোড করার বিষয়ে আবেদনকারীকে SMS এর মাধ্যমে অবহিত করা হবে। — [1055, 388, 1985, 450]
post-grade: গ্রেড-১৬ — [95, 813, 141, 828]
para-nya: (ঞ) Online-এ আবেদন করতে কোন সমস্যা হলে যে কোন টেলিটক মোবাইল নম্বর থেকে ১২১ এ কল করুন। এ ছাড়াও alljobs.query@teletalk.com.bd এবং tzcomilla@yahoo.com এই ই-মেইলে যোগাযোগ করা যাবে। (Mail এর subject-এ Organization Name: TZC, Post Name: *****, Applicant’s User ID ও Contact Number অবশ্যই উল্লেখ করতে হবে। — [1055, 688, 1985, 749]
left-column — [18, 0, 970, 1845]
document-item — [1055, 998, 1985, 1020]
tail-key: ১৪. — [1055, 1491, 1079, 1508]
serial-cell: ৬ — [19, 891, 91, 954]
office-address: কর ভবন, নজরুল এভিনিউ, কান্দিরপাড়, কুমিল্লা — [355, 62, 634, 79]
qualification-text: কোন স্বীকৃত বিশ্ববিদ্যালয় হইতে অন্যূন দ্বিতীয় শ্রেণি বা সমমানের সিজিপিএতে স্নাতক বা সমমানের ডিগ্রি; — [461, 533, 765, 567]
qualification-key: (ঘ) — [430, 426, 449, 440]
